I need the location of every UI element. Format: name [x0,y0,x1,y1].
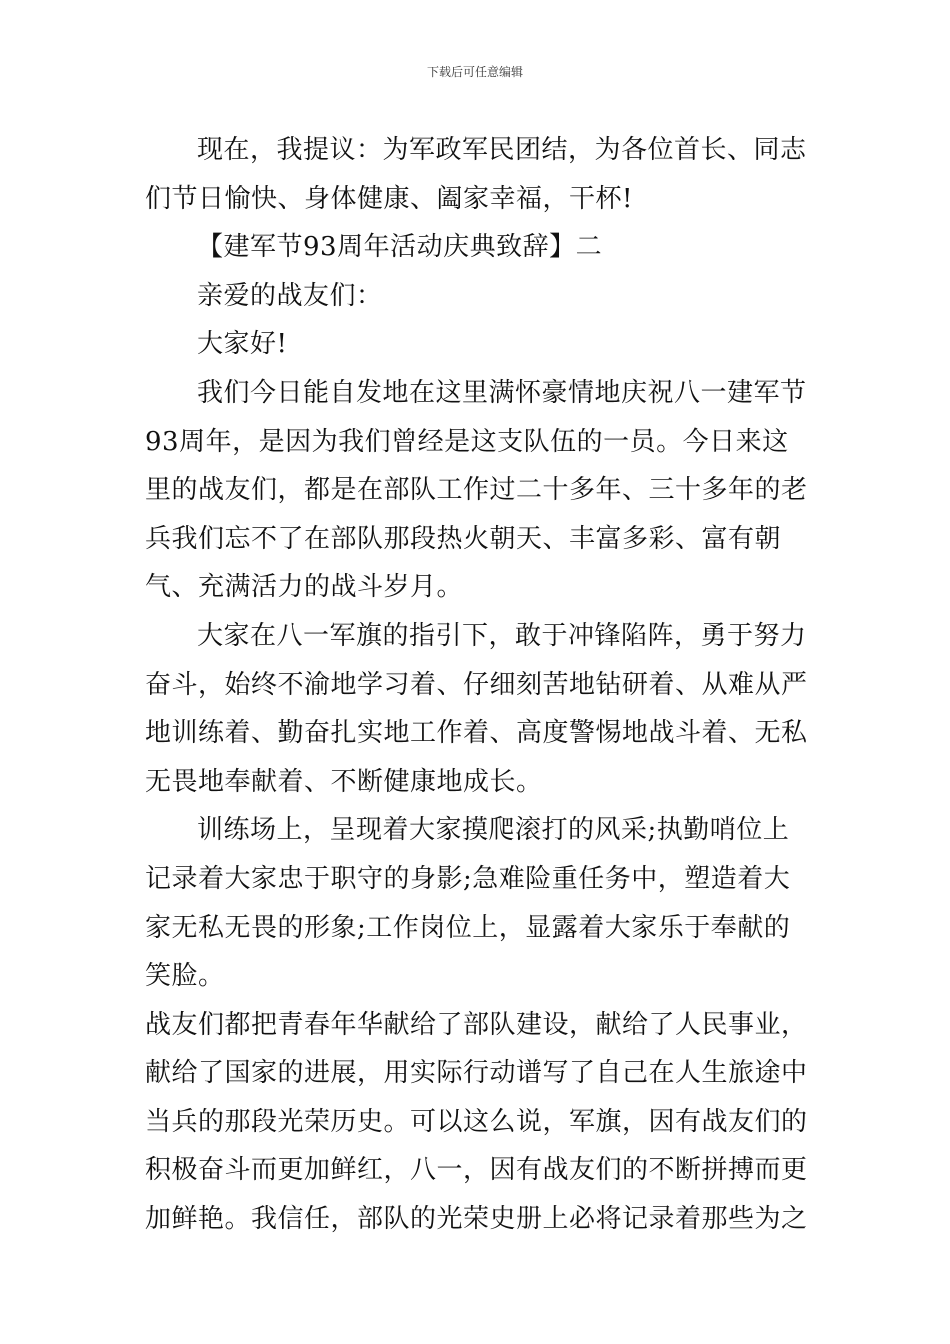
document-body [145,126,810,1244]
greeting: 大家好! [197,329,288,360]
paragraph-toast: 现在，我提议：为军政军民团结，为各位首长、同志们节日愉快、身体健康、阖家幸福，干杯! [145,135,807,214]
paragraph-celebration: 我们今日能自发地在这里满怀豪情地庆祝八一建军节93周年，是因为我们曾经是这支队伍的一员。今日来这里的战友们，都是在部队工作过二十多年、三十多年的老兵我们忘不了在部队那段热火朝天、丰富多彩、富有朝气、充满活力的战斗岁月。 [145,377,808,603]
salutation: 亲爱的战友们： [197,280,383,311]
page-header: 下载后可任意编辑 [426,65,523,79]
section-heading: 【建军节93周年活动庆典致辞】二 [197,232,603,263]
paragraph-banner: 大家在八一军旗的指引下，敢于冲锋陷阵，勇于努力奋斗，始终不渝地学习着、仔细刻苦地钻研着、从难从严地训练着、勤奋扎实地工作着、高度警惕地战斗着、无私无畏地奉献着、不断健康地成长。 [145,620,808,797]
paragraph-dedication: 战友们都把青春年华献给了部队建设，献给了人民事业，献给了国家的进展，用实际行动谱写了自己在人生旅途中当兵的那段光荣历史。可以这么说，军旗，因有战友们的积极奋斗而更加鲜红，八一，因有战友们的不断拼搏而更加鲜艳。我信任，部队的光荣史册上必将记录着那些为之 [145,1009,808,1235]
paragraph-training: 训练场上，呈现着大家摸爬滚打的风采;执勤哨位上记录着大家忠于职守的身影;急难险重任务中，塑造着大家无私无畏的形象;工作岗位上，显露着大家乐于奉献的笑脸。 [145,815,791,992]
